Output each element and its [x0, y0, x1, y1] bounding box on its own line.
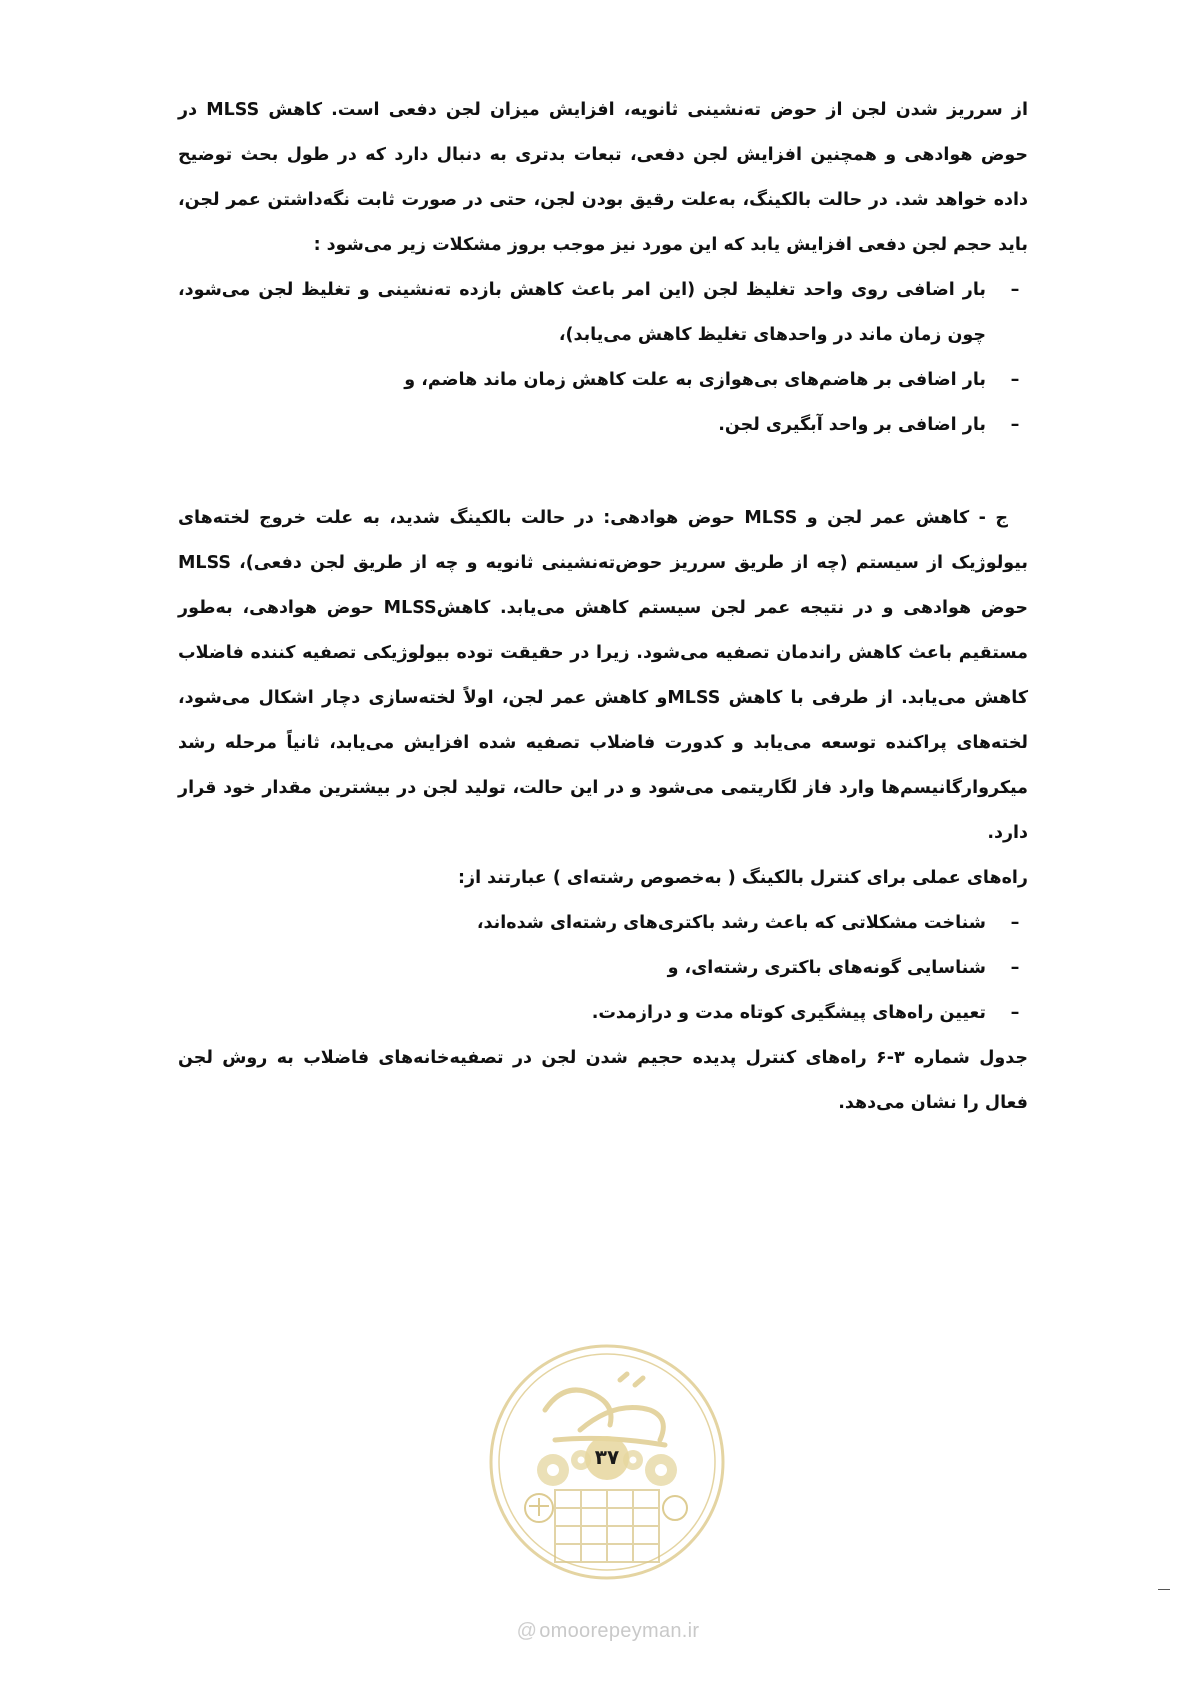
edge-mark	[1158, 1589, 1170, 1590]
bullet-dash: –	[1010, 1003, 1020, 1023]
list-item-text: بار اضافی بر واحد آبگیری لجن.	[718, 415, 986, 435]
bullet-dash: –	[1010, 958, 1020, 978]
ways-title: راه‌های عملی برای کنترل بالکینگ ( به‌خصوص رشته‌ای ) عبارتند از:	[458, 868, 1028, 888]
list-item	[178, 946, 1028, 991]
bullet-dash: –	[1010, 370, 1020, 390]
bullet-dash: –	[1010, 280, 1020, 300]
website-watermark	[478, 1620, 738, 1643]
intro-paragraph: از سرریز شدن لجن از حوض ته‌نشینی ثانویه، افزایش میزان لجن دفعی است. کاهش MLSS در حوض هوادهی و همچنین افزایش لجن دفعی، تبعات بدتری به دنبال دارد که در طول بحث توضیح داده خواهد شد. در حالت بالکینگ، به‌علت رقیق بودن لجن، حتی در صورت ثابت نگه‌داشتن عمر لجن، باید حجم لجن دفعی افزایش یابد که این مورد نیز موجب بروز مشکلات زیر می‌شود :	[178, 100, 1028, 255]
page-number: ۳۷	[594, 1445, 620, 1469]
intro-bullet-list	[178, 268, 1028, 448]
list-item-text: تعیین راه‌های پیشگیری کوتاه مدت و درازمدت.	[591, 1003, 986, 1023]
list-item	[178, 358, 1028, 403]
list-item-text: شناسایی گونه‌های باکتری رشته‌ای، و	[667, 958, 986, 978]
list-item	[178, 268, 1028, 358]
list-item	[178, 901, 1028, 946]
bullet-dash: –	[1010, 415, 1020, 435]
bullet-dash: –	[1010, 913, 1020, 933]
list-item	[178, 991, 1028, 1036]
intro-section	[178, 88, 1028, 448]
list-item	[178, 403, 1028, 448]
list-item-text: شناخت مشکلاتی که باعث رشد باکتری‌های رشته‌ای شده‌اند،	[476, 913, 986, 933]
list-item-text: بار اضافی بر هاضم‌های بی‌هوازی به علت کاهش زمان ماند هاضم، و	[404, 370, 986, 390]
table-reference-paragraph: جدول شماره ۳-۶ راه‌های کنترل پدیده حجیم شدن لجن در تصفیه‌خانه‌های فاضلاب به روش لجن فعال را نشان می‌دهد.	[178, 1048, 1029, 1113]
list-item-text: بار اضافی روی واحد تغلیظ لجن (این امر باعث کاهش بازده ته‌نشینی و تغلیظ لجن می‌شود، چون زمان ماند در واحدهای تغلیظ کاهش می‌یابد)،	[178, 280, 986, 345]
section-c-paragraph: ج - کاهش عمر لجن و MLSS حوض هوادهی: در حالت بالکینگ شدید، به علت خروج لخته‌های بیولوژیک از سیستم (چه از طریق سرریز حوض‌ته‌نشینی ثانویه و چه از طریق لجن دفعی)، MLSS حوض هوادهی و در نتیجه عمر لجن سیستم کاهش می‌یابد. کاهشMLSS حوض هوادهی، به‌طور مستقیم باعث کاهش راندمان تصفیه می‌شود. زیرا در حقیقت توده بیولوژیکی تصفیه کننده فاضلاب کاهش می‌یابد. از طرفی با کاهش MLSSو کاهش عمر لجن، اولاً لخته‌سازی دچار اشکال می‌شود، لخته‌های پراکنده توسعه می‌یابد و کدورت فاضلاب تصفیه شده افزایش می‌یابد، ثانیاً مرحله رشد میکروارگانیسم‌ها وارد فاز لگاریتمی می‌شود و در این حالت، تولید لجن در بیشترین مقدار خود قرار دارد.	[178, 508, 1029, 843]
ways-bullet-list	[178, 901, 1028, 1036]
at-icon: @	[516, 1620, 538, 1642]
section-c	[178, 496, 1028, 1126]
website-text: omoorepeyman.ir	[539, 1620, 700, 1642]
